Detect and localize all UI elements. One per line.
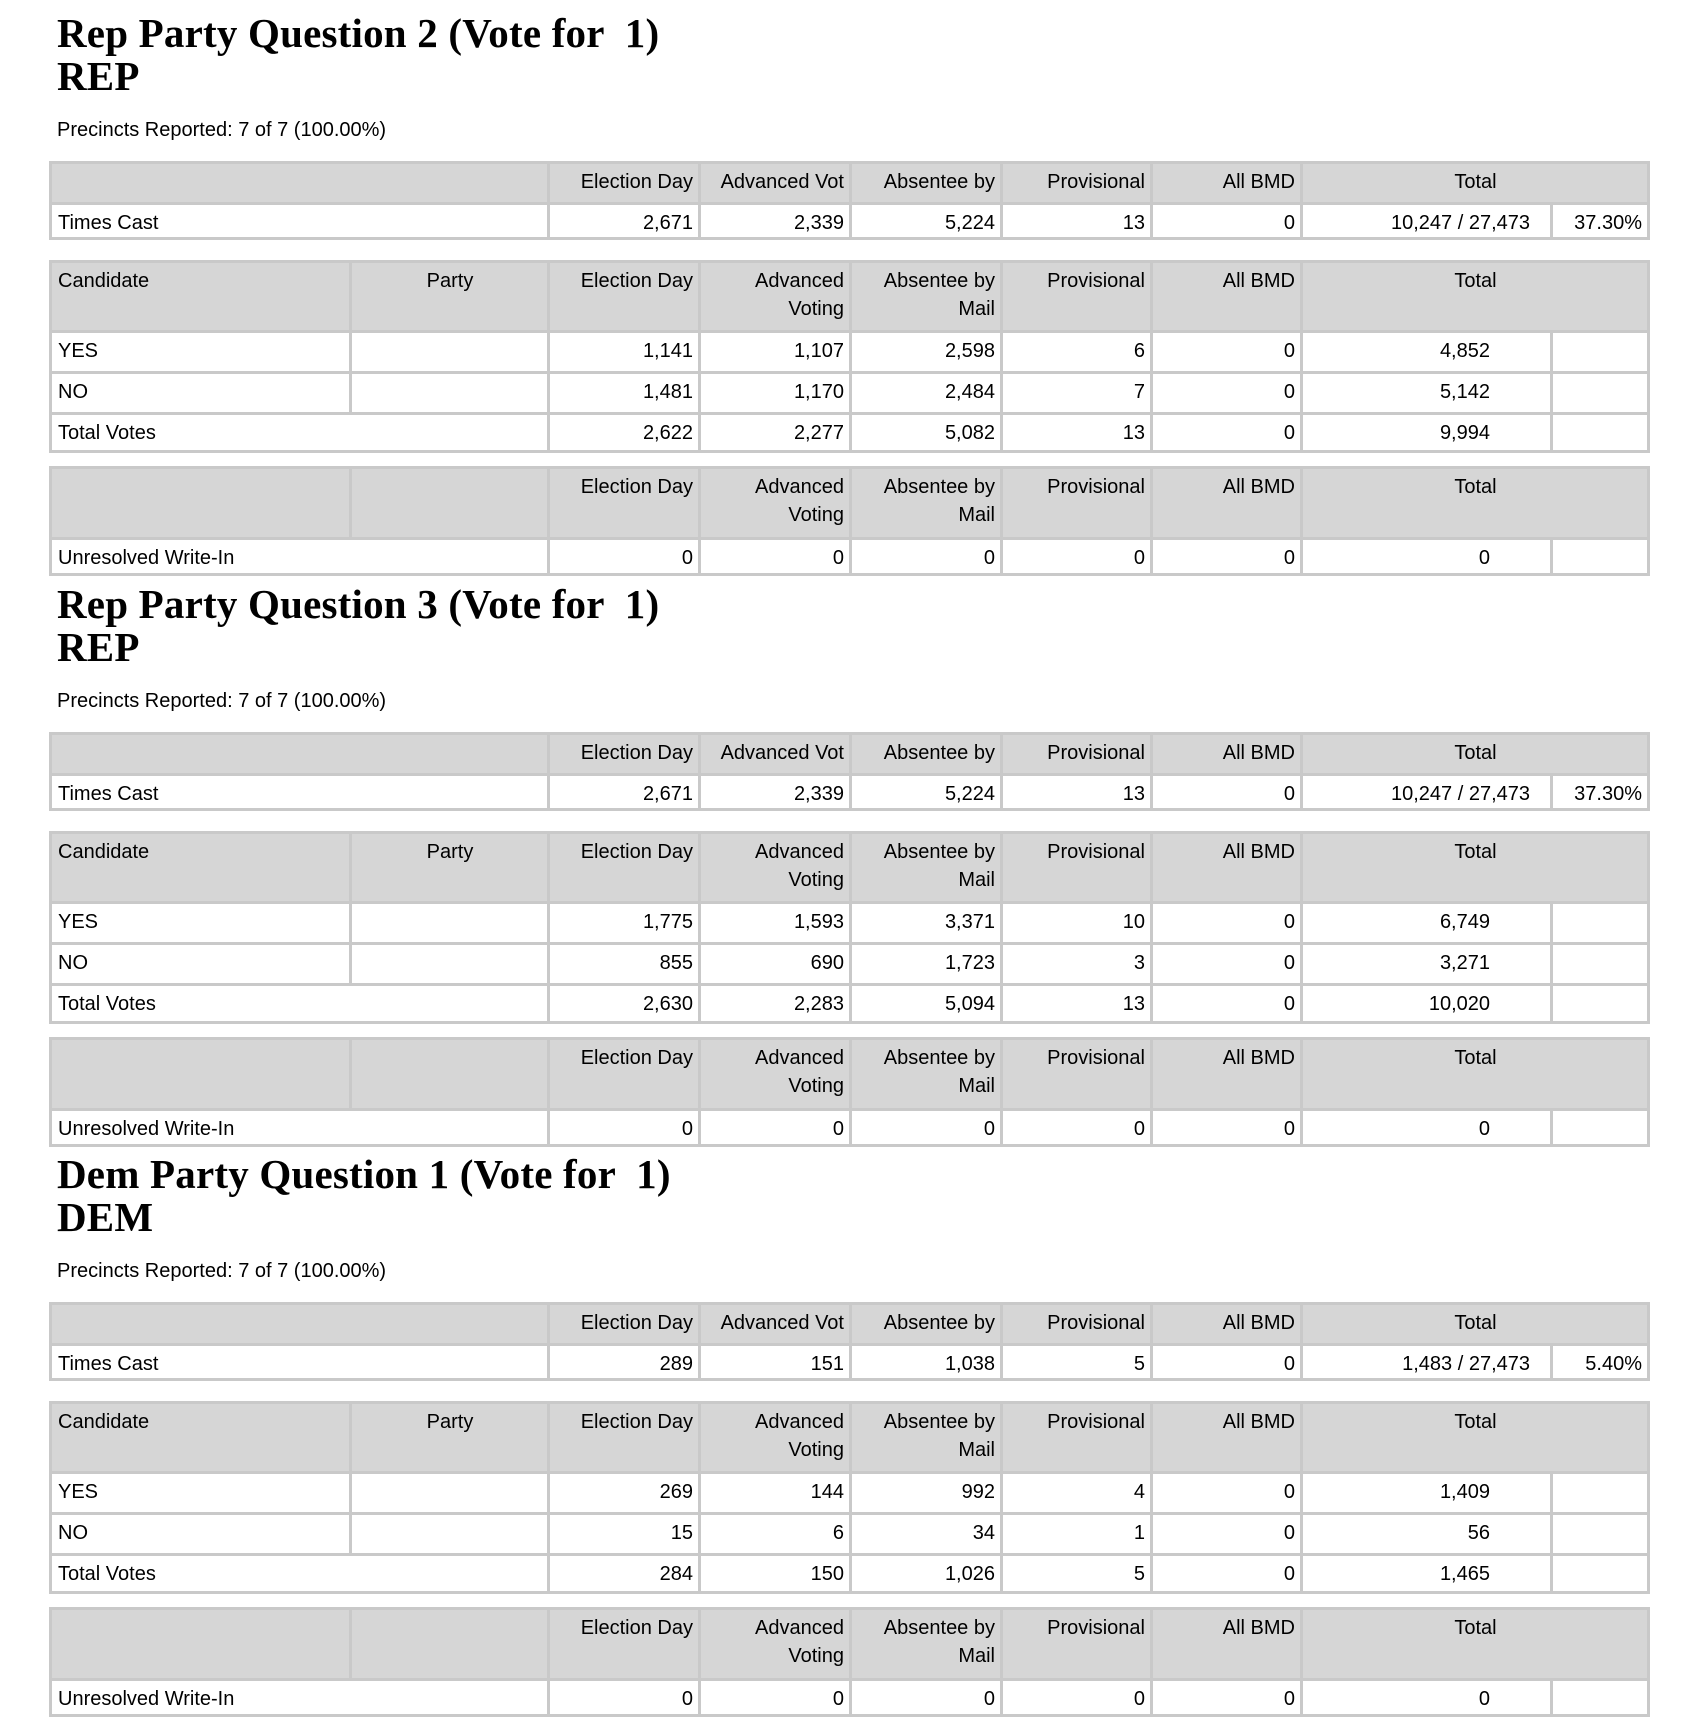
times-cast-header (49, 1302, 1650, 1346)
times-cast-row (49, 202, 1650, 240)
votes-all-bmd: 0 (1150, 371, 1303, 415)
header-election-day: Election Day (547, 260, 701, 333)
total-votes-provisional: 5 (1000, 1553, 1153, 1594)
candidate-name: YES (49, 330, 352, 374)
candidate-name: NO (49, 371, 352, 415)
total-votes-total: 10,020 (1300, 983, 1553, 1024)
total-votes-percent (1550, 412, 1650, 453)
candidate-row (49, 901, 1650, 945)
header-candidate: Candidate (49, 260, 352, 333)
votes-provisional: 10 (1000, 901, 1153, 945)
votes-total: 6,749 (1300, 901, 1553, 945)
write-in-provisional: 0 (1000, 1678, 1153, 1717)
header-total: Total (1300, 831, 1650, 904)
votes-provisional: 7 (1000, 371, 1153, 415)
header-advanced-voting (698, 831, 852, 904)
write-in-advanced: 0 (698, 1678, 852, 1717)
header-line: Absentee by (883, 1617, 995, 1639)
write-in-advanced: 0 (698, 1108, 852, 1147)
total-votes-percent (1550, 983, 1650, 1024)
times-cast-header (49, 161, 1650, 205)
votes-absentee: 3,371 (849, 901, 1003, 945)
header-line: Absentee by (883, 1411, 995, 1433)
votes-all-bmd: 0 (1150, 942, 1303, 986)
votes-advanced: 144 (698, 1471, 852, 1515)
contest-party: REP (57, 53, 140, 99)
votes-all-bmd: 0 (1150, 330, 1303, 374)
contest-section (0, 1141, 1700, 1721)
header-advanced-voting (698, 466, 852, 540)
votes-percent (1550, 371, 1650, 415)
times-cast-provisional: 13 (1000, 773, 1153, 811)
candidate-header (49, 831, 1650, 904)
write-in-absentee: 0 (849, 537, 1003, 576)
header-blank (349, 1607, 550, 1681)
header-election-day: Election Day (547, 1037, 701, 1111)
header-advanced-voting (698, 1037, 852, 1111)
header-election-day: Election Day (547, 831, 701, 904)
votes-percent (1550, 901, 1650, 945)
write-in-label: Unresolved Write-In (49, 1108, 550, 1147)
total-votes-provisional: 13 (1000, 412, 1153, 453)
header-candidate: Candidate (49, 831, 352, 904)
header-all-bmd: All BMD (1150, 1401, 1303, 1474)
candidate-row (49, 1512, 1650, 1556)
total-votes-election-day: 284 (547, 1553, 701, 1594)
votes-election-day: 1,481 (547, 371, 701, 415)
total-votes-advanced: 150 (698, 1553, 852, 1594)
header-line: Advanced (755, 1047, 844, 1069)
header-line: Advanced (755, 270, 844, 292)
total-votes-label: Total Votes (49, 412, 550, 453)
header-line: Voting (788, 1439, 844, 1461)
header-line: Mail (958, 869, 995, 891)
times-cast-advanced: 2,339 (698, 773, 852, 811)
header-line: Advanced (755, 1617, 844, 1639)
write-in-absentee: 0 (849, 1108, 1003, 1147)
write-in-header (49, 466, 1650, 540)
header-blank (349, 466, 550, 540)
header-advanced-voting (698, 1401, 852, 1474)
total-votes-advanced: 2,277 (698, 412, 852, 453)
header-total: Total (1300, 1037, 1650, 1111)
write-in-all-bmd: 0 (1150, 1108, 1303, 1147)
total-votes-election-day: 2,622 (547, 412, 701, 453)
header-line: Mail (958, 1075, 995, 1097)
header-advanced-voting (698, 260, 852, 333)
times-cast-label: Times Cast (49, 1343, 550, 1381)
candidate-party (349, 1512, 550, 1556)
header-absentee-by-mail (849, 260, 1003, 333)
times-cast-advanced: 151 (698, 1343, 852, 1381)
header-total: Total (1300, 260, 1650, 333)
write-in-header (49, 1607, 1650, 1681)
votes-election-day: 1,141 (547, 330, 701, 374)
header-all-bmd: All BMD (1150, 1302, 1303, 1346)
total-votes-all-bmd: 0 (1150, 1553, 1303, 1594)
header-party: Party (349, 260, 550, 333)
votes-absentee: 1,723 (849, 942, 1003, 986)
candidate-party (349, 371, 550, 415)
votes-advanced: 1,107 (698, 330, 852, 374)
header-provisional: Provisional (1000, 1607, 1153, 1681)
votes-percent (1550, 942, 1650, 986)
header-election-day: Election Day (547, 1401, 701, 1474)
times-cast-provisional: 13 (1000, 202, 1153, 240)
write-in-header (49, 1037, 1650, 1111)
header-line: Voting (788, 504, 844, 526)
votes-total: 3,271 (1300, 942, 1553, 986)
write-in-provisional: 0 (1000, 537, 1153, 576)
header-candidate: Candidate (49, 1401, 352, 1474)
times-cast-all-bmd: 0 (1150, 773, 1303, 811)
header-advanced-voting: Advanced Vot (698, 1302, 852, 1346)
header-election-day: Election Day (547, 466, 701, 540)
header-line: Advanced (755, 1411, 844, 1433)
header-line: Mail (958, 504, 995, 526)
votes-percent (1550, 330, 1650, 374)
header-line: Voting (788, 1075, 844, 1097)
header-all-bmd: All BMD (1150, 831, 1303, 904)
header-all-bmd: All BMD (1150, 1607, 1303, 1681)
header-total: Total (1300, 1607, 1650, 1681)
header-blank (49, 466, 352, 540)
times-cast-absentee: 5,224 (849, 202, 1003, 240)
write-in-election-day: 0 (547, 1108, 701, 1147)
header-total: Total (1300, 1302, 1650, 1346)
contest-name: Rep Party Question 3 (Vote for 1) (57, 581, 660, 627)
header-blank (49, 732, 550, 776)
header-absentee: Absentee by (849, 161, 1003, 205)
votes-advanced: 1,170 (698, 371, 852, 415)
times-cast-percent: 37.30% (1550, 773, 1650, 811)
times-cast-provisional: 5 (1000, 1343, 1153, 1381)
total-votes-percent (1550, 1553, 1650, 1594)
times-cast-absentee: 5,224 (849, 773, 1003, 811)
header-total: Total (1300, 732, 1650, 776)
header-line: Advanced (755, 476, 844, 498)
header-absentee-by-mail (849, 466, 1003, 540)
header-provisional: Provisional (1000, 1401, 1153, 1474)
header-provisional: Provisional (1000, 831, 1153, 904)
total-votes-all-bmd: 0 (1150, 983, 1303, 1024)
candidate-header (49, 260, 1650, 333)
contest-party: REP (57, 624, 140, 670)
times-cast-all-bmd: 0 (1150, 1343, 1303, 1381)
contest-name: Dem Party Question 1 (Vote for 1) (57, 1151, 671, 1197)
header-total: Total (1300, 466, 1650, 540)
total-votes-all-bmd: 0 (1150, 412, 1303, 453)
votes-provisional: 3 (1000, 942, 1153, 986)
write-in-election-day: 0 (547, 1678, 701, 1717)
times-cast-all-bmd: 0 (1150, 202, 1303, 240)
header-election-day: Election Day (547, 732, 701, 776)
header-line: Advanced (755, 841, 844, 863)
times-cast-total: 10,247 / 27,473 (1300, 773, 1553, 811)
votes-provisional: 1 (1000, 1512, 1153, 1556)
total-votes-absentee: 5,094 (849, 983, 1003, 1024)
header-total: Total (1300, 1401, 1650, 1474)
votes-total: 4,852 (1300, 330, 1553, 374)
candidate-party (349, 330, 550, 374)
total-votes-label: Total Votes (49, 1553, 550, 1594)
header-provisional: Provisional (1000, 260, 1153, 333)
precincts-reported: Precincts Reported: 7 of 7 (100.00%) (57, 1260, 387, 1282)
header-line: Voting (788, 1645, 844, 1667)
total-votes-total: 9,994 (1300, 412, 1553, 453)
votes-advanced: 6 (698, 1512, 852, 1556)
votes-provisional: 4 (1000, 1471, 1153, 1515)
votes-advanced: 690 (698, 942, 852, 986)
total-votes-row (49, 983, 1650, 1024)
header-line: Absentee by (883, 841, 995, 863)
header-election-day: Election Day (547, 1607, 701, 1681)
contest-name: Rep Party Question 2 (Vote for 1) (57, 10, 660, 56)
contest-section (0, 571, 1700, 1151)
votes-election-day: 15 (547, 1512, 701, 1556)
header-absentee-by-mail (849, 1607, 1003, 1681)
votes-total: 5,142 (1300, 371, 1553, 415)
votes-all-bmd: 0 (1150, 1471, 1303, 1515)
header-blank (49, 1607, 352, 1681)
header-absentee-by-mail (849, 1401, 1003, 1474)
header-all-bmd: All BMD (1150, 466, 1303, 540)
header-provisional: Provisional (1000, 1302, 1153, 1346)
times-cast-election-day: 2,671 (547, 202, 701, 240)
header-line: Mail (958, 1439, 995, 1461)
write-in-all-bmd: 0 (1150, 1678, 1303, 1717)
header-absentee-by-mail (849, 831, 1003, 904)
header-all-bmd: All BMD (1150, 260, 1303, 333)
votes-absentee: 2,484 (849, 371, 1003, 415)
candidate-row (49, 371, 1650, 415)
votes-election-day: 269 (547, 1471, 701, 1515)
times-cast-row (49, 1343, 1650, 1381)
header-election-day: Election Day (547, 161, 701, 205)
header-blank (49, 1302, 550, 1346)
votes-election-day: 855 (547, 942, 701, 986)
header-provisional: Provisional (1000, 466, 1153, 540)
write-in-absentee: 0 (849, 1678, 1003, 1717)
times-cast-election-day: 2,671 (547, 773, 701, 811)
votes-total: 56 (1300, 1512, 1553, 1556)
contest-title (57, 1153, 671, 1239)
header-provisional: Provisional (1000, 1037, 1153, 1111)
header-absentee: Absentee by (849, 1302, 1003, 1346)
times-cast-percent: 37.30% (1550, 202, 1650, 240)
header-advanced-voting (698, 1607, 852, 1681)
write-in-total: 0 (1300, 1678, 1553, 1717)
candidate-party (349, 901, 550, 945)
write-in-label: Unresolved Write-In (49, 537, 550, 576)
votes-election-day: 1,775 (547, 901, 701, 945)
header-line: Absentee by (883, 270, 995, 292)
votes-advanced: 1,593 (698, 901, 852, 945)
write-in-total: 0 (1300, 1108, 1553, 1147)
total-votes-provisional: 13 (1000, 983, 1153, 1024)
candidate-name: YES (49, 1471, 352, 1515)
candidate-header (49, 1401, 1650, 1474)
contest-title (57, 583, 659, 669)
header-line: Voting (788, 869, 844, 891)
write-in-percent (1550, 1678, 1650, 1717)
votes-percent (1550, 1512, 1650, 1556)
header-total: Total (1300, 161, 1650, 205)
times-cast-label: Times Cast (49, 202, 550, 240)
times-cast-election-day: 289 (547, 1343, 701, 1381)
votes-percent (1550, 1471, 1650, 1515)
header-advanced-voting: Advanced Vot (698, 732, 852, 776)
header-all-bmd: All BMD (1150, 1037, 1303, 1111)
total-votes-advanced: 2,283 (698, 983, 852, 1024)
header-all-bmd: All BMD (1150, 161, 1303, 205)
header-provisional: Provisional (1000, 732, 1153, 776)
candidate-row (49, 330, 1650, 374)
header-absentee: Absentee by (849, 732, 1003, 776)
header-line: Mail (958, 1645, 995, 1667)
votes-all-bmd: 0 (1150, 901, 1303, 945)
precincts-reported: Precincts Reported: 7 of 7 (100.00%) (57, 119, 387, 141)
header-party: Party (349, 831, 550, 904)
write-in-label: Unresolved Write-In (49, 1678, 550, 1717)
total-votes-label: Total Votes (49, 983, 550, 1024)
votes-absentee: 2,598 (849, 330, 1003, 374)
header-party: Party (349, 1401, 550, 1474)
contest-section (0, 0, 1700, 580)
times-cast-header (49, 732, 1650, 776)
header-blank (49, 161, 550, 205)
header-line: Voting (788, 298, 844, 320)
times-cast-absentee: 1,038 (849, 1343, 1003, 1381)
write-in-election-day: 0 (547, 537, 701, 576)
times-cast-percent: 5.40% (1550, 1343, 1650, 1381)
votes-provisional: 6 (1000, 330, 1153, 374)
times-cast-label: Times Cast (49, 773, 550, 811)
header-absentee-by-mail (849, 1037, 1003, 1111)
total-votes-absentee: 1,026 (849, 1553, 1003, 1594)
candidate-name: NO (49, 1512, 352, 1556)
times-cast-row (49, 773, 1650, 811)
contest-party: DEM (57, 1194, 154, 1240)
header-provisional: Provisional (1000, 161, 1153, 205)
write-in-total: 0 (1300, 537, 1553, 576)
contest-title (57, 12, 659, 98)
header-blank (349, 1037, 550, 1111)
header-election-day: Election Day (547, 1302, 701, 1346)
write-in-all-bmd: 0 (1150, 537, 1303, 576)
write-in-row (49, 1678, 1650, 1717)
candidate-name: YES (49, 901, 352, 945)
header-line: Absentee by (883, 1047, 995, 1069)
candidate-row (49, 1471, 1650, 1515)
write-in-provisional: 0 (1000, 1108, 1153, 1147)
total-votes-row (49, 1553, 1650, 1594)
votes-absentee: 992 (849, 1471, 1003, 1515)
candidate-name: NO (49, 942, 352, 986)
votes-absentee: 34 (849, 1512, 1003, 1556)
header-line: Mail (958, 298, 995, 320)
header-line: Absentee by (883, 476, 995, 498)
times-cast-total: 10,247 / 27,473 (1300, 202, 1553, 240)
header-all-bmd: All BMD (1150, 732, 1303, 776)
candidate-party (349, 1471, 550, 1515)
write-in-advanced: 0 (698, 537, 852, 576)
candidate-row (49, 942, 1650, 986)
total-votes-absentee: 5,082 (849, 412, 1003, 453)
votes-all-bmd: 0 (1150, 1512, 1303, 1556)
candidate-party (349, 942, 550, 986)
header-advanced-voting: Advanced Vot (698, 161, 852, 205)
votes-total: 1,409 (1300, 1471, 1553, 1515)
header-blank (49, 1037, 352, 1111)
total-votes-row (49, 412, 1650, 453)
total-votes-total: 1,465 (1300, 1553, 1553, 1594)
precincts-reported: Precincts Reported: 7 of 7 (100.00%) (57, 690, 387, 712)
total-votes-election-day: 2,630 (547, 983, 701, 1024)
times-cast-total: 1,483 / 27,473 (1300, 1343, 1553, 1381)
times-cast-advanced: 2,339 (698, 202, 852, 240)
